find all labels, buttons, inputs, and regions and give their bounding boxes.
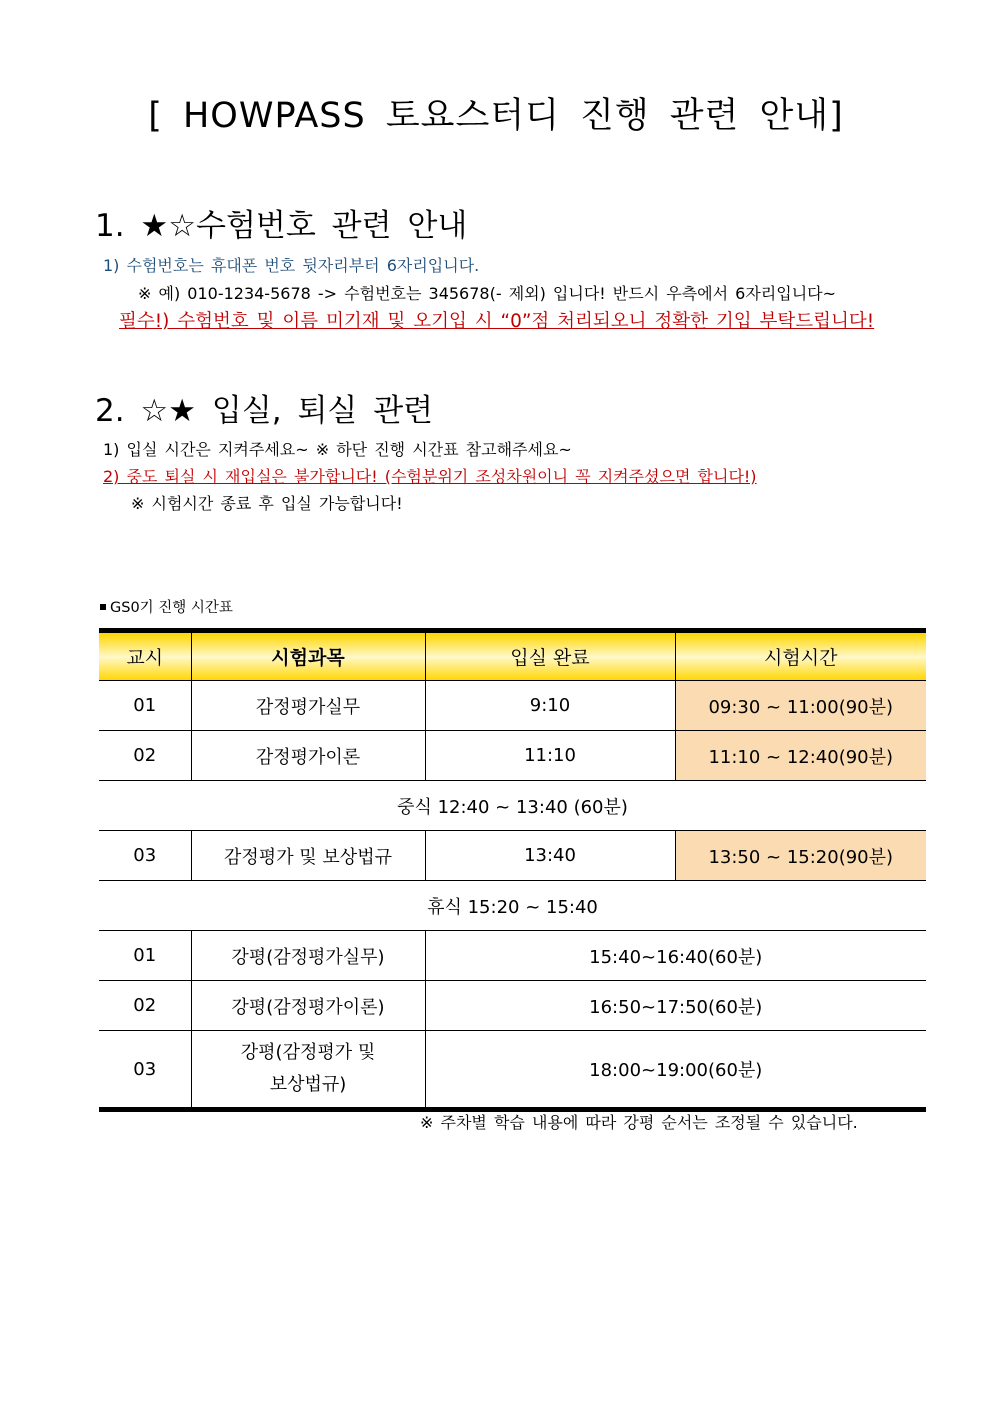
table-row bbox=[99, 681, 926, 731]
review-subject-cell: 강평(감정평가실무) bbox=[191, 931, 425, 981]
section2-line3: ※ 시험시간 종료 후 입실 가능합니다! bbox=[131, 494, 403, 513]
header-entry: 입실 완료 bbox=[425, 631, 675, 681]
review-time-cell: 16:50~17:50(60분) bbox=[425, 981, 926, 1031]
subject-cell: 감정평가 및 보상법규 bbox=[191, 831, 425, 881]
exam-time-cell: 09:30 ~ 11:00(90분) bbox=[675, 681, 926, 731]
table-footnote: ※ 주차별 학습 내용에 따라 강평 순서는 조정될 수 있습니다. bbox=[420, 1113, 858, 1132]
section2-line1: 1) 입실 시간은 지켜주세요~ ※ 하단 진행 시간표 참고해주세요~ bbox=[103, 440, 572, 459]
section1-line2: ※ 예) 010-1234-5678 -> 수험번호는 345678(- 제외) 입니다! 반드시 우측에서 6자리입니다~ bbox=[138, 284, 837, 303]
document-title: [ HOWPASS 토요스터디 진행 관련 안내] bbox=[148, 96, 844, 136]
review-subject-cell: 강평(감정평가이론) bbox=[191, 981, 425, 1031]
section2-heading: 2. ☆★ 입실, 퇴실 관련 bbox=[95, 393, 434, 429]
break-cell: 휴식 15:20 ~ 15:40 bbox=[99, 881, 926, 931]
entry-cell: 11:10 bbox=[425, 731, 675, 781]
subject-cell: 감정평가실무 bbox=[191, 681, 425, 731]
exam-time-cell: 13:50 ~ 15:20(90분) bbox=[675, 831, 926, 881]
period-cell: 03 bbox=[99, 831, 191, 881]
review-row bbox=[99, 931, 926, 981]
period-cell: 01 bbox=[99, 681, 191, 731]
period-cell: 02 bbox=[99, 981, 191, 1031]
section1-required-notice: 필수!) 수험번호 및 이름 미기재 및 오기입 시 “0”점 처리되오니 정확한 기입 부탁드립니다! bbox=[119, 311, 875, 332]
table-caption bbox=[100, 596, 233, 617]
period-cell: 03 bbox=[99, 1031, 191, 1110]
table-row bbox=[99, 731, 926, 781]
review-row bbox=[99, 981, 926, 1031]
schedule-table bbox=[99, 628, 926, 1112]
square-bullet-icon bbox=[100, 604, 106, 610]
period-cell: 02 bbox=[99, 731, 191, 781]
header-period: 교시 bbox=[99, 631, 191, 681]
header-exam-time: 시험시간 bbox=[675, 631, 926, 681]
section2-line2: 2) 중도 퇴실 시 재입실은 불가합니다! (수험분위기 조성차원이니 꼭 지켜주셨으면 합니다!) bbox=[103, 467, 757, 486]
table-caption-text: GS0기 진행 시간표 bbox=[110, 600, 233, 616]
review-subject-line2: 보상법규) bbox=[269, 1074, 347, 1095]
section1-line1: 1) 수험번호는 휴대폰 번호 뒷자리부터 6자리입니다. bbox=[103, 256, 480, 275]
exam-time-cell: 11:10 ~ 12:40(90분) bbox=[675, 731, 926, 781]
table-header-row bbox=[99, 631, 926, 681]
lunch-row bbox=[99, 781, 926, 831]
entry-cell: 9:10 bbox=[425, 681, 675, 731]
review-subject-cell bbox=[191, 1031, 425, 1110]
subject-cell: 감정평가이론 bbox=[191, 731, 425, 781]
lunch-cell: 중식 12:40 ~ 13:40 (60분) bbox=[99, 781, 926, 831]
review-row bbox=[99, 1031, 926, 1110]
table-row bbox=[99, 831, 926, 881]
review-time-cell: 18:00~19:00(60분) bbox=[425, 1031, 926, 1110]
section1-heading: 1. ★☆수험번호 관련 안내 bbox=[95, 208, 468, 244]
review-time-cell: 15:40~16:40(60분) bbox=[425, 931, 926, 981]
review-subject-line1: 강평(감정평가 및 bbox=[240, 1042, 376, 1063]
entry-cell: 13:40 bbox=[425, 831, 675, 881]
period-cell: 01 bbox=[99, 931, 191, 981]
header-subject: 시험과목 bbox=[191, 631, 425, 681]
break-row bbox=[99, 881, 926, 931]
